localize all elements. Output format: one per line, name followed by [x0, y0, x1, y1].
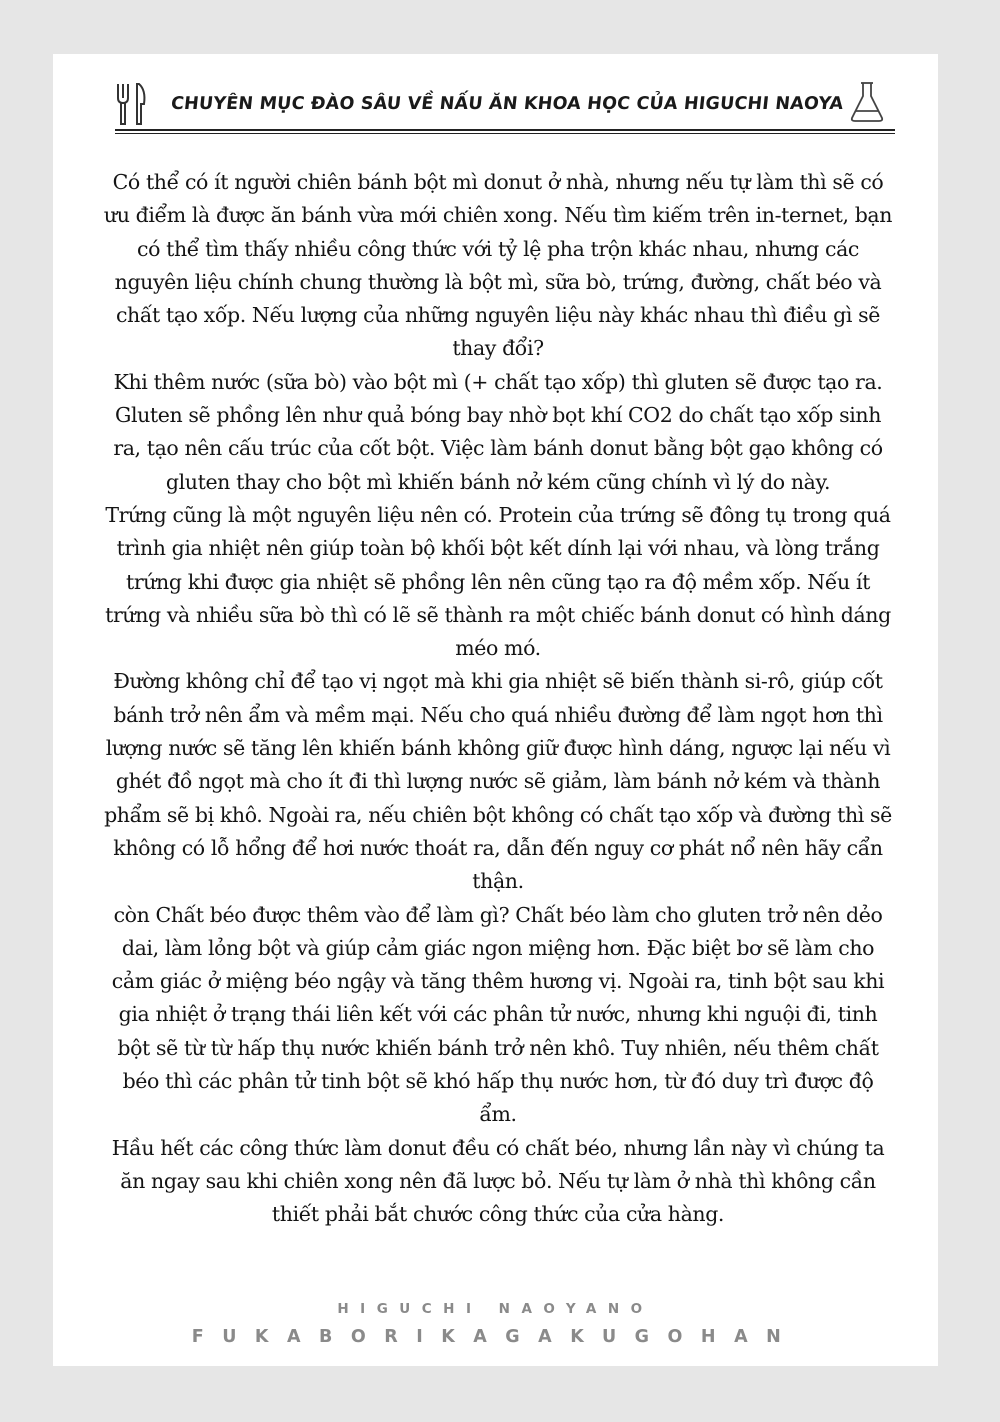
- page-header-title: CHUYÊN MỤC ĐÀO SÂU VỀ NẤU ĂN KHOA HỌC CỦA HIGUCHI NAOYA: [169, 94, 845, 114]
- flask-icon: [849, 80, 885, 124]
- header-rule: [115, 129, 895, 131]
- header-rule-thin: [115, 133, 895, 134]
- paragraph: Trứng cũng là một nguyên liệu nên có. Protein của trứng sẽ đông tụ trong quá trình gia nhiệt nên giúp toàn bộ khối bột kết dính lại với nhau, và lòng trắng trứng khi được gia nhiệt sẽ phồng lên nên cũng tạo ra độ mềm xốp. Nếu ít trứng và nhiều sữa bò thì có lẽ sẽ thành ra một chiếc bánh donut có hình dáng méo mó.: [105, 502, 891, 661]
- page: [53, 54, 938, 1366]
- fork-knife-icon: [113, 82, 149, 126]
- paragraph: Hầu hết các công thức làm donut đều có chất béo, nhưng lần này vì chúng ta ăn ngay sau khi chiên xong nên đã lược bỏ. Nếu tự làm ở nhà thì không cần thiết phải bắt chước công thức của cửa hàng.: [111, 1135, 885, 1227]
- paragraph: Có thể có ít người chiên bánh bột mì donut ở nhà, nhưng nếu tự làm thì sẽ có ưu điểm là được ăn bánh vừa mới chiên xong. Nếu tìm kiếm trên in-ternet, bạn có thể tìm thấy nhiều công thức với tỷ lệ pha trộn khác nhau, nhưng các nguyên liệu chính chung thường là bột mì, sữa bò, trứng, đường, chất béo và chất tạo xốp. Nếu lượng của những nguyên liệu này khác nhau thì điều gì sẽ thay đổi?: [103, 170, 893, 361]
- paragraph: Đường không chỉ để tạo vị ngọt mà khi gia nhiệt sẽ biến thành si-rô, giúp cốt bánh trở nên ẩm và mềm mại. Nếu cho quá nhiều đường để làm ngọt hơn thì lượng nước sẽ tăng lên khiến bánh không giữ được hình dáng, ngược lại nếu vì ghét đồ ngọt mà cho ít đi thì lượng nước sẽ giảm, làm bánh nở kém và thành phẩm sẽ bị khô. Ngoài ra, nếu chiên bột không có chất tạo xốp và đường thì sẽ không có lỗ hổng để hơi nước thoát ra, dẫn đến nguy cơ phát nổ nên hãy cẩn thận.: [104, 669, 892, 894]
- footer-series: FUKABORIKAGAKUGOHAN: [191, 1327, 800, 1347]
- article-body: [103, 166, 893, 1232]
- paragraph: Khi thêm nước (sữa bò) vào bột mì (+ chất tạo xốp) thì gluten sẽ được tạo ra. Gluten sẽ phồng lên như quả bóng bay nhờ bọt khí CO2 do chất tạo xốp sinh ra, tạo nên cấu trúc của cốt bột. Việc làm bánh donut bằng bột gạo không có gluten thay cho bột mì khiến bánh nở kém cũng chính vì lý do này.: [113, 369, 883, 494]
- footer-author: HIGUCHI NAOYANO: [337, 1301, 654, 1317]
- paragraph: còn Chất béo được thêm vào để làm gì? Chất béo làm cho gluten trở nên dẻo dai, làm lỏng bột và giúp cảm giác ngon miệng hơn. Đặc biệt bơ sẽ làm cho cảm giác ở miệng béo ngậy và tăng thêm hương vị. Ngoài ra, tinh bột sau khi gia nhiệt ở trạng thái liên kết với các phân tử nước, nhưng khi nguội đi, tinh bột sẽ từ từ hấp thụ nước khiến bánh trở nên khô. Tuy nhiên, nếu thêm chất béo thì các phân tử tinh bột sẽ khó hấp thụ nước hơn, từ đó duy trì được độ ẩm.: [111, 902, 885, 1127]
